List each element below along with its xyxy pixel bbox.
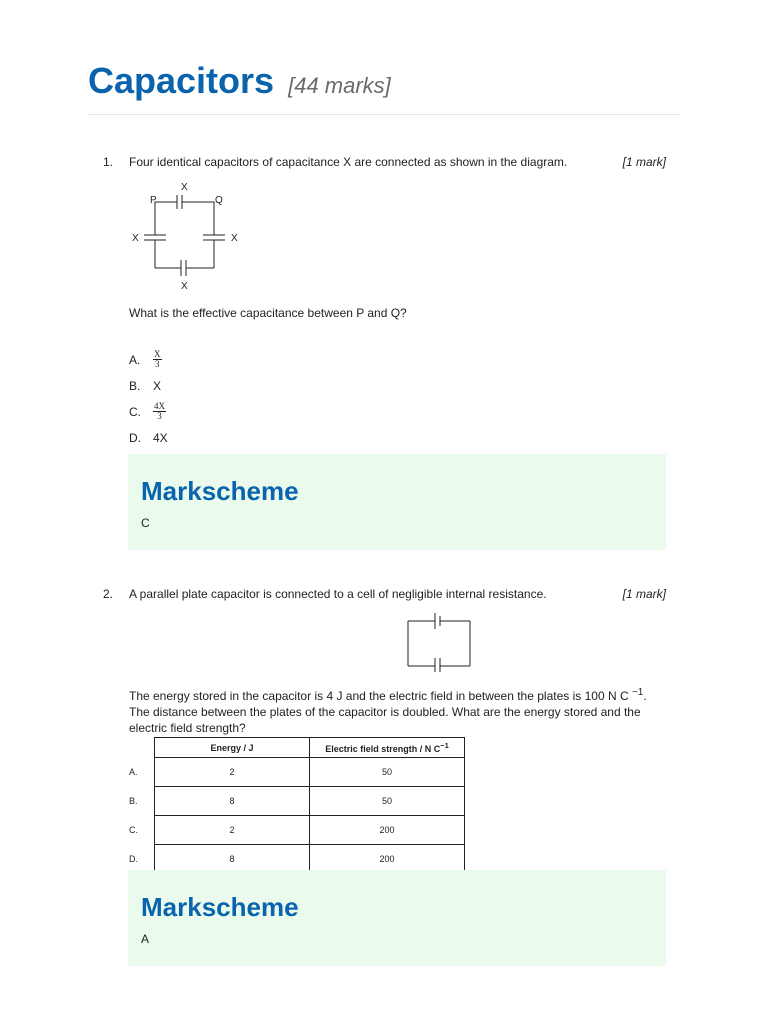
q1-option-b xyxy=(129,379,161,393)
q1-prompt: What is the effective capacitance between P and Q? xyxy=(129,306,407,320)
table-row: D. 8 200 xyxy=(128,845,465,874)
page-title xyxy=(88,60,391,102)
table-header-row xyxy=(128,738,465,758)
markscheme-heading: Markscheme xyxy=(141,476,299,506)
diagram-label-p: P xyxy=(150,195,157,206)
q1-option-c xyxy=(129,402,166,421)
column-header-energy: Energy / J xyxy=(155,738,310,758)
markscheme-answer: A xyxy=(141,932,150,946)
table-row: A. 2 50 xyxy=(128,758,465,787)
fraction: $\frac{X}{3}$ xyxy=(154,349,161,369)
table-row: B. 8 50 xyxy=(128,787,465,816)
fraction: $\frac{4X}{3}$ xyxy=(154,401,165,421)
diagram-label-left-x: X xyxy=(132,233,139,244)
option-letter: C. xyxy=(129,404,141,419)
diagram-label-right-x: X xyxy=(231,233,238,244)
q1-option-d xyxy=(129,431,168,445)
option-letter: D. xyxy=(129,431,141,445)
q1-capacitor-network-diagram xyxy=(128,178,248,296)
q2-markscheme-box xyxy=(128,870,666,966)
q2-number: 2. xyxy=(103,587,114,601)
q2-marks: [1 mark] xyxy=(622,587,666,601)
q2-paragraph: The energy stored in the capacitor is 4 J and the electric field in between the plates is 100 N C $^{-1}$. The distance between the plates of the capacitor is doubled. What are the energy stored and the electric field strength? xyxy=(129,687,647,735)
total-marks: [44 marks] xyxy=(288,73,391,98)
q1-option-a xyxy=(129,350,162,369)
diagram-label-q: Q xyxy=(215,195,223,206)
option-letter: B. xyxy=(129,379,141,393)
option-text: 4X xyxy=(153,431,168,445)
q2-text: A parallel plate capacitor is connected to a cell of negligible internal resistance. xyxy=(129,587,547,601)
table-row: C. 2 200 xyxy=(128,816,465,845)
q2-options-table xyxy=(128,737,465,874)
option-letter: A. xyxy=(129,352,141,367)
markscheme-heading: Markscheme xyxy=(141,892,299,922)
diagram-label-bottom-x: X xyxy=(181,281,188,292)
q1-marks: [1 mark] xyxy=(622,155,666,169)
option-text: X xyxy=(153,379,162,393)
q1-text: Four identical capacitors of capacitance X are connected as shown in the diagram. xyxy=(129,155,568,169)
diagram-label-top-x: X xyxy=(181,182,188,193)
q2-circuit-diagram xyxy=(400,610,480,672)
markscheme-answer: C xyxy=(141,516,150,530)
column-header-field: Electric field strength / N $C^{-1}$ xyxy=(310,738,465,758)
title-text: Capacitors xyxy=(88,60,275,101)
q1-number: 1. xyxy=(103,155,114,169)
superscript: −1 xyxy=(631,687,644,698)
title-divider xyxy=(88,114,680,115)
q1-markscheme-box xyxy=(128,454,666,550)
